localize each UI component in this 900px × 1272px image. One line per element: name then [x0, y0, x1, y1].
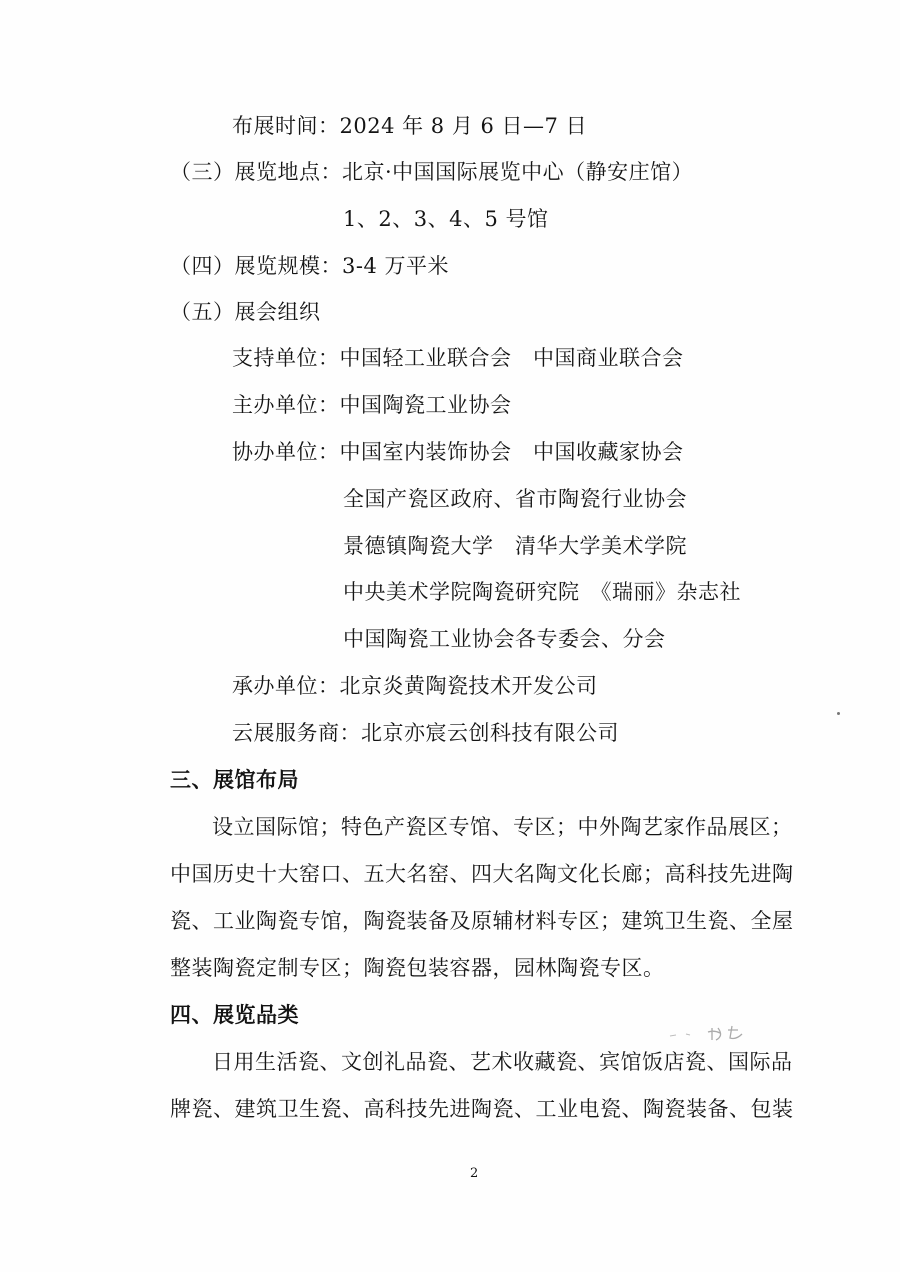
- host-unit-line: 主办单位：中国陶瓷工业协会: [232, 393, 512, 417]
- paragraph-line: 中国历史十大窑口、五大名窑、四大名陶文化长廊；高科技先进陶: [170, 862, 794, 886]
- scale-line: （四）展览规模：3-4 万平米: [170, 254, 449, 278]
- scan-speck: [837, 712, 840, 715]
- page-number: 2: [470, 1166, 479, 1181]
- organization-title: （五）展会组织: [170, 300, 321, 324]
- paragraph-line: 整装陶瓷定制专区；陶瓷包装容器，园林陶瓷专区。: [170, 956, 665, 980]
- setup-time-line: 布展时间：2024 年 8 月 6 日—7 日: [232, 114, 588, 138]
- handwritten-mark: [668, 1022, 748, 1044]
- undertaker-line: 承办单位：北京炎黄陶瓷技术开发公司: [232, 674, 598, 698]
- co-organizer-line: 全国产瓷区政府、省市陶瓷行业协会: [343, 487, 687, 511]
- paragraph-line: 牌瓷、建筑卫生瓷、高科技先进陶瓷、工业电瓷、陶瓷装备、包装: [170, 1097, 794, 1121]
- co-organizer-line: 景德镇陶瓷大学 清华大学美术学院: [343, 534, 687, 558]
- co-organizer-line: 协办单位：中国室内装饰协会 中国收藏家协会: [232, 440, 684, 464]
- support-units-line: 支持单位：中国轻工业联合会 中国商业联合会: [232, 346, 684, 370]
- venue-line: （三）展览地点：北京·中国国际展览中心（静安庄馆）: [170, 160, 694, 184]
- co-organizer-line: 中央美术学院陶瓷研究院 《瑞丽》杂志社: [343, 580, 741, 604]
- cloud-provider-line: 云展服务商：北京亦宸云创科技有限公司: [232, 721, 619, 745]
- paragraph-line: 瓷、工业陶瓷专馆，陶瓷装备及原辅材料专区；建筑卫生瓷、全屋: [170, 909, 794, 933]
- co-organizer-line: 中国陶瓷工业协会各专委会、分会: [343, 627, 666, 651]
- paragraph-line: 设立国际馆；特色产瓷区专馆、专区；中外陶艺家作品展区；: [212, 815, 793, 839]
- section-heading: 三、展馆布局: [170, 767, 299, 792]
- section-heading: 四、展览品类: [170, 1002, 299, 1027]
- paragraph-line: 日用生活瓷、文创礼品瓷、艺术收藏瓷、宾馆饭店瓷、国际品: [212, 1050, 793, 1074]
- venue-halls-line: 1、2、3、4、5 号馆: [343, 207, 549, 231]
